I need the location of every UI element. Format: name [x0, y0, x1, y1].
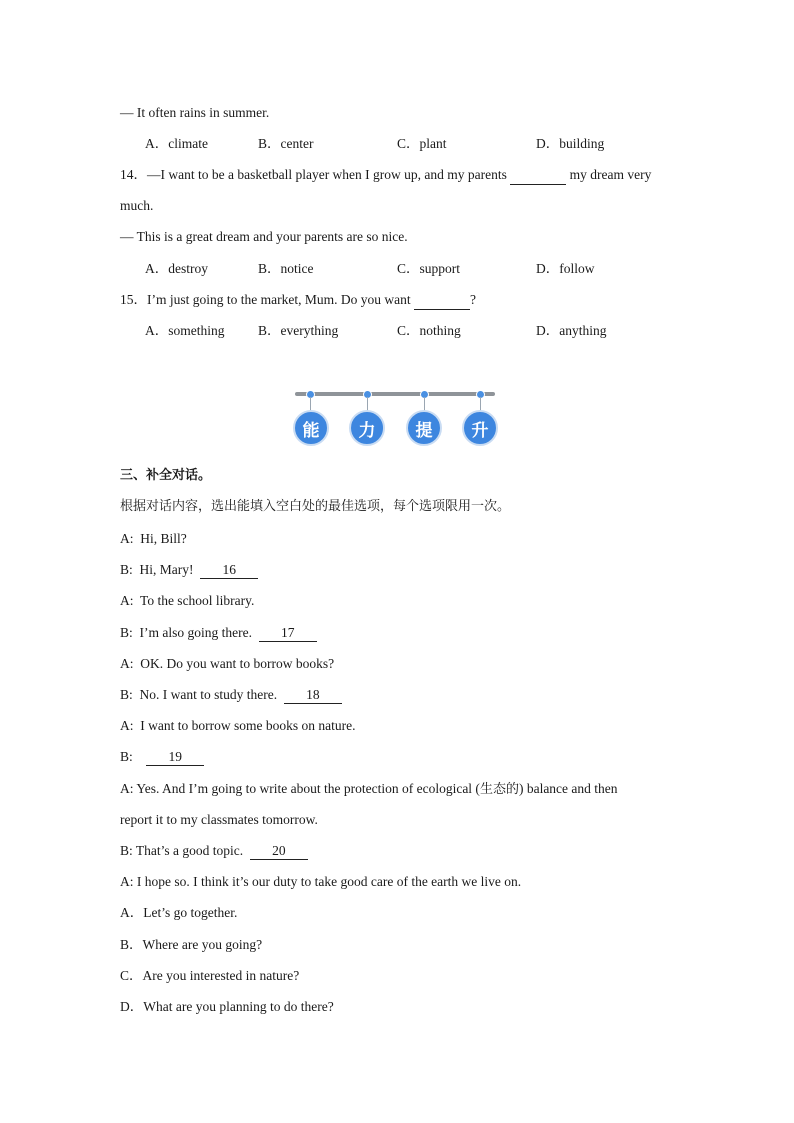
blank-20: 20	[250, 843, 308, 860]
dialogue-line	[120, 530, 187, 548]
banner-char-circle: 力	[349, 410, 385, 446]
speaker-label: B:	[120, 749, 133, 764]
q14-option-a: A．destroy	[145, 261, 208, 276]
dialogue-line: A: I hope so. I think it’s our duty to take good care of the earth we live on.	[120, 874, 522, 889]
section-instruction: 根据对话内容，选出能填入空白处的最佳选项，每个选项限用一次。	[120, 499, 511, 514]
banner-char-circle: 提	[406, 410, 442, 446]
banner-char-circle: 升	[462, 410, 498, 446]
q15-stem-part-a: 15．I’m just going to the market, Mum. Do you want	[120, 292, 411, 307]
q15-blank	[414, 291, 470, 310]
speaker-label: A:	[120, 531, 134, 546]
blank-19: 19	[146, 749, 204, 766]
dialogue-text: No. I want to study there.	[139, 687, 278, 702]
q14-option-b: B．notice	[258, 261, 314, 276]
dialogue-text: To the school library.	[140, 593, 255, 608]
dialogue-line	[120, 780, 618, 799]
speaker-label: A:	[120, 718, 134, 733]
choice-b: B．Where are you going?	[120, 937, 263, 952]
q15-option-c: C．nothing	[397, 323, 461, 338]
dialogue-line	[120, 686, 342, 704]
ability-boost-banner	[290, 388, 502, 450]
dialogue-line	[120, 842, 308, 860]
choice-c: C．Are you interested in nature?	[120, 968, 300, 983]
q15-option-b: B．everything	[258, 323, 339, 338]
q14-stem-part-b: my dream very	[569, 167, 652, 182]
q14-option-d: D．follow	[536, 261, 595, 276]
q14-stem	[120, 166, 651, 185]
q14-stem-part-a: 14．—I want to be a basketball player when I grow up, and my parents	[120, 167, 507, 182]
dialogue-line	[120, 717, 355, 735]
dialogue-line-continued: report it to my classmates tomorrow.	[120, 812, 318, 827]
section-heading: 三、补全对话。	[120, 468, 212, 483]
blank-16: 16	[200, 562, 258, 579]
dialogue-text: ) balance and then	[518, 781, 618, 796]
banner-stem	[480, 397, 481, 411]
banner-stem	[424, 397, 425, 411]
chinese-gloss: 生态的	[479, 782, 519, 797]
q14-answer-line: — This is a great dream and your parents are so nice.	[120, 229, 408, 244]
dialogue-line	[120, 655, 334, 673]
banner-stem	[367, 397, 368, 411]
dialogue-line	[120, 624, 317, 642]
dialogue-text: I want to borrow some books on nature.	[140, 718, 356, 733]
dialogue-line	[120, 561, 258, 579]
speaker-label: B:	[120, 625, 133, 640]
q15-stem	[120, 291, 476, 310]
q13-option-c: C．plant	[397, 136, 447, 151]
q15-option-d: D．anything	[536, 323, 607, 338]
q14-stem-continued: much.	[120, 198, 154, 213]
q13-option-a: A．climate	[145, 136, 208, 151]
banner-bar	[295, 392, 495, 396]
dialogue-text: Hi, Bill?	[140, 531, 187, 546]
q13-option-b: B．center	[258, 136, 314, 151]
speaker-label: A:	[120, 656, 134, 671]
dialogue-text: A: Yes. And I’m going to write about the protection of ecological (	[120, 781, 480, 796]
choice-a: A．Let’s go together.	[120, 905, 238, 920]
speaker-label: A:	[120, 593, 134, 608]
dialogue-line	[120, 592, 254, 610]
q13-answer-line: — It often rains in summer.	[120, 105, 270, 120]
dialogue-text: OK. Do you want to borrow books?	[140, 656, 335, 671]
speaker-label: B:	[120, 562, 133, 577]
blank-17: 17	[259, 625, 317, 642]
dialogue-text: I’m also going there.	[139, 625, 252, 640]
q14-option-c: C．support	[397, 261, 461, 276]
q14-blank	[510, 166, 566, 185]
dialogue-text: Hi, Mary!	[139, 562, 194, 577]
q15-stem-part-b: ?	[469, 292, 476, 307]
banner-stem	[310, 397, 311, 411]
q13-option-d: D．building	[536, 136, 605, 151]
dialogue-text: B: That’s a good topic.	[120, 843, 244, 858]
choice-d: D．What are you planning to do there?	[120, 999, 334, 1014]
dialogue-line	[120, 748, 204, 766]
speaker-label: B:	[120, 687, 133, 702]
q15-option-a: A．something	[145, 323, 225, 338]
blank-18: 18	[284, 687, 342, 704]
banner-char-circle: 能	[293, 410, 329, 446]
